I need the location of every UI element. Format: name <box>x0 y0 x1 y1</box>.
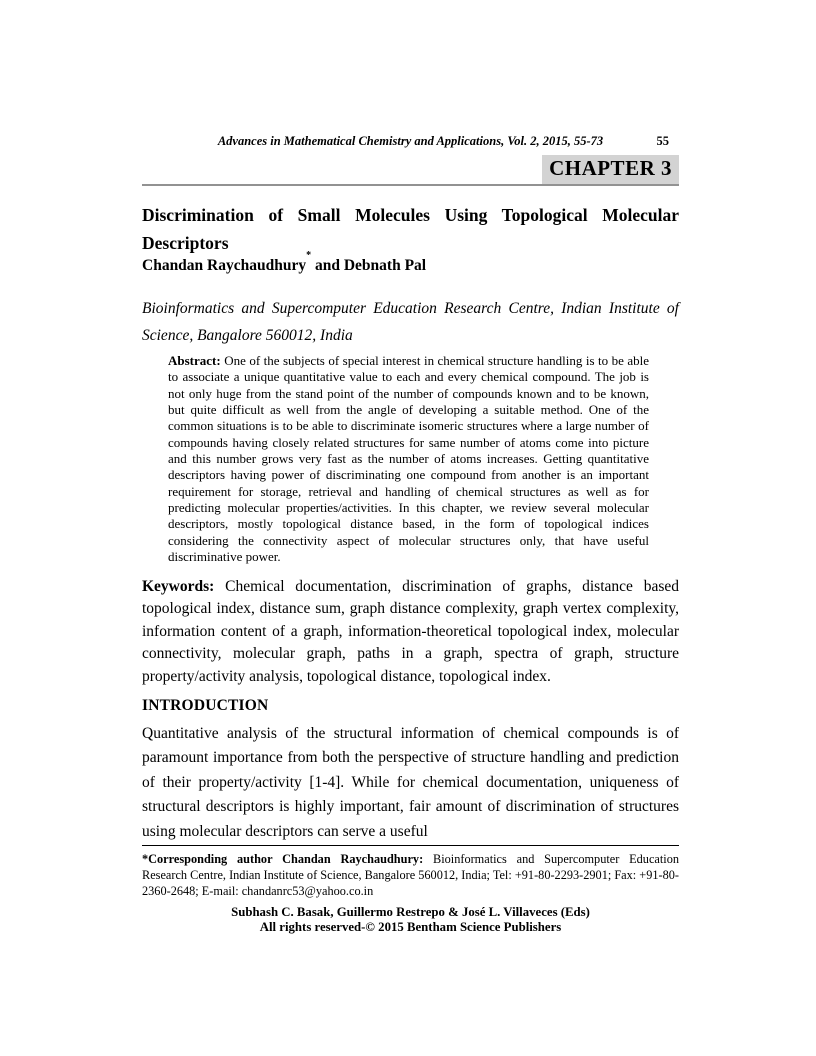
abstract-label: Abstract: <box>168 353 221 368</box>
running-header <box>142 134 679 149</box>
authors-line <box>142 250 679 275</box>
page-number: 55 <box>656 134 669 148</box>
corresponding-author-footnote <box>142 845 679 899</box>
footnote-label: *Corresponding author Chandan Raychaudhury: <box>142 852 424 866</box>
footnote-text: Bioinformatics and Supercomputer Education Research Centre, Indian Institute of Science, Bangalore 560012, India; Tel: +91-80-2293-2901; Fax: +91-80-2360-2648; E-mail: chandanrc53@yahoo.co.in <box>142 852 679 898</box>
publisher-footer <box>142 905 679 934</box>
page-content <box>142 0 679 1056</box>
introduction-paragraph: Quantitative analysis of the structural information of chemical compounds is of paramount importance from both the perspective of structure handling and prediction of their property/activity [1-4]. While for chemical documentation, uniqueness of structural descriptors is highly important, fair amount of discrimination of structures using molecular descriptors can serve a useful <box>142 725 679 840</box>
editors-line: Subhash C. Basak, Guillermo Restrepo & José L. Villaveces (Eds) <box>231 905 590 919</box>
running-header-journal-title: Advances in Mathematical Chemistry and Applications, Vol. 2, 2015, 55-73 <box>217 134 604 148</box>
keywords-text: Chemical documentation, discrimination of graphs, distance based topological index, distance sum, graph distance complexity, graph vertex complexity, information content of a graph, information-theoretical topological index, molecular connectivity, molecular graph, paths in a graph, spectra of graph, structure property/activity analysis, topological distance, topological index. <box>142 578 679 685</box>
abstract-paragraph <box>168 353 649 565</box>
corresponding-author-marker: * <box>306 250 312 261</box>
chapter-badge-row <box>142 155 679 184</box>
chapter-divider-rule <box>142 184 679 186</box>
chapter-title: Discrimination of Small Molecules Using Topological Molecular Descriptors <box>142 205 679 253</box>
affiliation-line: Bioinformatics and Supercomputer Education Research Centre, Indian Institute of Science, Bangalore 560012, India <box>142 300 679 344</box>
abstract-text: One of the subjects of special interest in chemical structure handling is to be able to associate a unique quantitative value to each and every chemical compound. The job is not only huge from the stand point of the number of compounds known and to be known, but quite difficult as well from the angle of developing a suitable method. One of the common situations is to be able to discriminate isomeric structures where a large number of compounds having closely related structures for same number of atoms come into picture and this number grows very fast as the number of atoms increases. Getting quantitative descriptors having power of discriminating one compound from another is an important requirement for storage, retrieval and handling of chemical structures as well as for predicting molecular properties/activities. In this chapter, we review several molecular descriptors, mostly topological distance based, in the form of topological indices considering the connectivity aspect of molecular structures only, that have useful discriminative power. <box>168 353 649 565</box>
introduction-heading: INTRODUCTION <box>142 697 269 714</box>
author-primary: Chandan Raychaudhury <box>142 257 307 275</box>
keywords-label: Keywords: <box>142 578 215 595</box>
keywords-paragraph <box>142 576 679 688</box>
chapter-badge: CHAPTER 3 <box>542 155 679 184</box>
author-secondary: and Debnath Pal <box>311 257 427 275</box>
rights-line: All rights reserved-© 2015 Bentham Science Publishers <box>259 919 562 934</box>
